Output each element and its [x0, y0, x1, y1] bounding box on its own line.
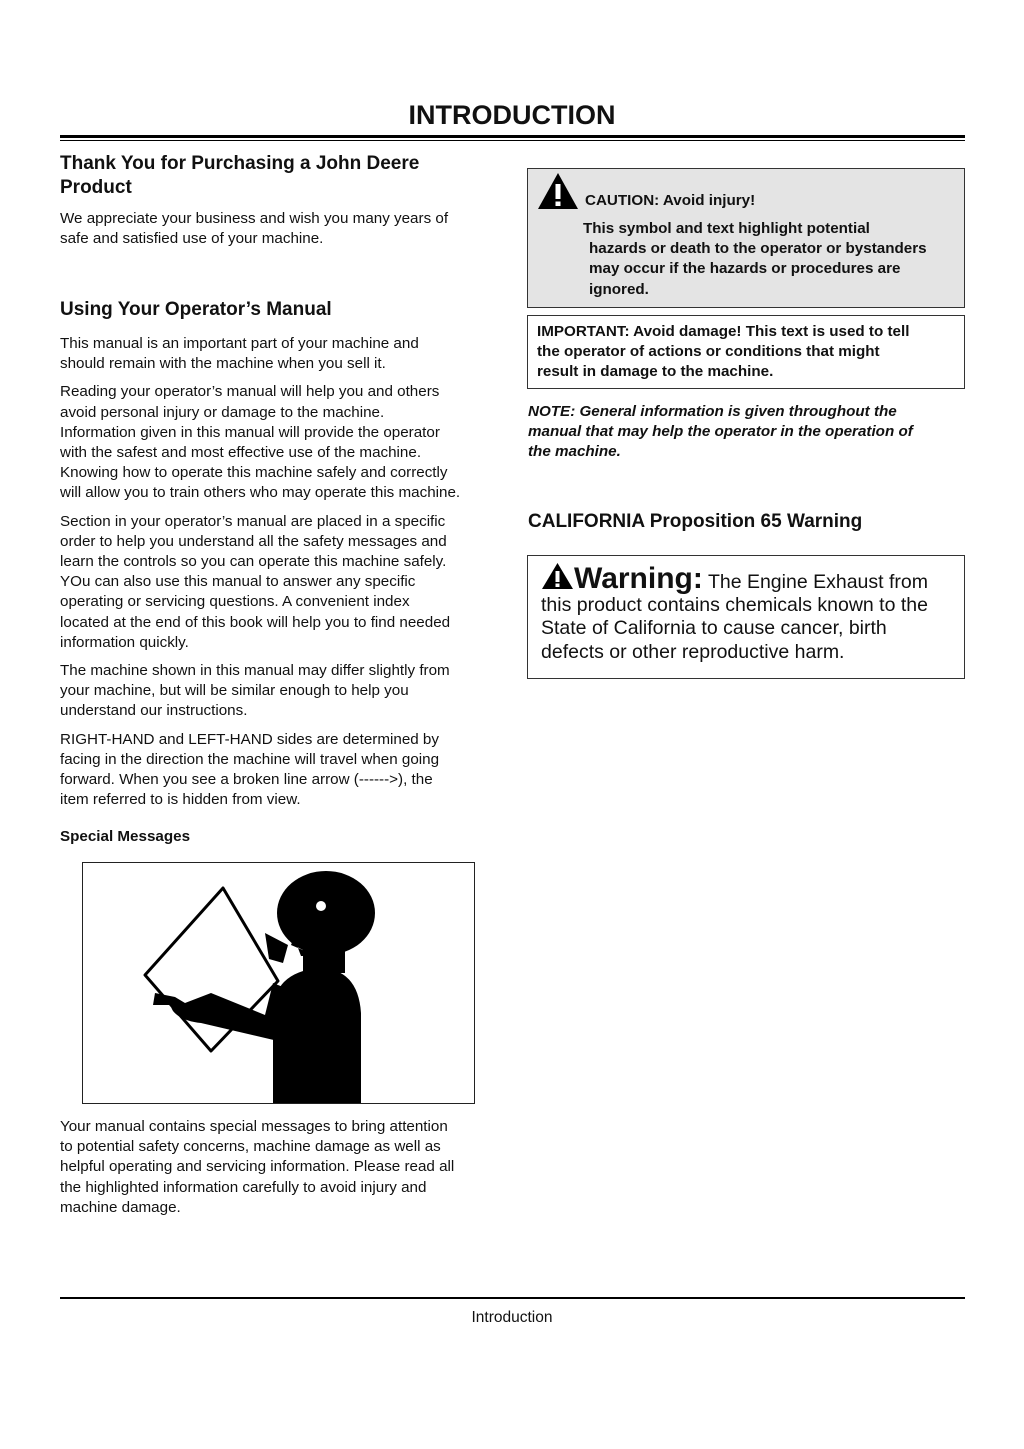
footer-rule — [60, 1297, 965, 1299]
special-messages-figure — [82, 862, 475, 1104]
text-line: machine damage. — [60, 1198, 181, 1216]
text-line: Information given in this manual will provide the operator — [60, 423, 440, 441]
important-text — [537, 322, 962, 383]
thank-you-heading: Thank You for Purchasing a John Deere — [60, 153, 420, 174]
text-line: the machine. — [528, 443, 621, 461]
caution-body — [583, 219, 963, 300]
manual-paragraph — [60, 512, 500, 653]
caution-title: CAUTION: Avoid injury! — [585, 192, 756, 209]
manual-paragraph — [60, 382, 500, 503]
text-line: result in damage to the machine. — [537, 363, 774, 381]
text-line: order to help you understand all the safety messages and — [60, 532, 447, 550]
special-messages-heading: Special Messages — [60, 828, 191, 845]
text-line: manual that may help the operator in the operation of — [528, 423, 913, 441]
text-line: IMPORTANT: Avoid damage! This text is used to tell — [537, 323, 910, 340]
text-line: Your manual contains special messages to bring attention — [60, 1118, 448, 1135]
prop65-warning-text — [541, 562, 961, 664]
figure-head — [277, 871, 375, 955]
note-text — [528, 402, 968, 463]
manual-paragraph — [60, 661, 500, 722]
figure-hand — [265, 933, 288, 963]
prop65-heading: CALIFORNIA Proposition 65 Warning — [528, 511, 863, 532]
text-line: State of California to cause cancer, birth — [541, 617, 887, 640]
text-line: defects or other reproductive harm. — [541, 640, 845, 663]
warning-triangle-icon — [537, 172, 579, 210]
text-line: This manual is an important part of your machine and — [60, 335, 419, 352]
warning-first-line — [541, 562, 961, 594]
text-line: learn the controls so you can operate this machine safely. — [60, 553, 447, 571]
caution-box — [527, 168, 965, 308]
warning-word: Warning: — [574, 562, 703, 595]
thank-you-text-line2: safe and satisfied use of your machine. — [60, 230, 324, 248]
text-line: forward. When you see a broken line arrow (------>), the — [60, 771, 433, 789]
prop65-warning-box — [527, 555, 965, 679]
text-line: operating or servicing questions. A convenient index — [60, 593, 410, 611]
text-line: Knowing how to operate this machine safely and correctly — [60, 464, 448, 482]
text-line: may occur if the hazards or procedures are — [589, 260, 901, 278]
text-line: YOu can also use this manual to answer any specific — [60, 573, 416, 591]
thank-you-text-line1: We appreciate your business and wish you many years of — [60, 210, 449, 227]
text-line: to potential safety concerns, machine damage as well as — [60, 1138, 441, 1156]
title-rule-thin — [60, 140, 965, 141]
text-line: helpful operating and servicing information. Please read all — [60, 1158, 455, 1176]
text-line: Reading your operator’s manual will help you and others — [60, 383, 440, 401]
text-line: with the safest and most effective use of the machine. — [60, 444, 422, 462]
text-line: information quickly. — [60, 633, 189, 651]
text-line: the operator of actions or conditions that might — [537, 343, 880, 361]
manual-paragraph — [60, 334, 500, 374]
warning-triangle-icon — [541, 562, 574, 590]
special-messages-body — [60, 1117, 500, 1218]
text-line: NOTE: General information is given throughout the — [528, 403, 897, 420]
text-line: this product contains chemicals known to the — [541, 594, 928, 617]
text-line: located at the end of this book will help you to find needed — [60, 613, 451, 631]
text-line: avoid personal injury or damage to the machine. — [60, 403, 385, 421]
text-line: your machine, but will be similar enough to help you — [60, 682, 409, 700]
text-line: Section in your operator’s manual are placed in a specific — [60, 512, 446, 530]
thank-you-section — [60, 152, 500, 249]
text-line: item referred to is hidden from view. — [60, 791, 301, 809]
text-line: RIGHT-HAND and LEFT-HAND sides are determined by — [60, 730, 439, 748]
footer-label: Introduction — [471, 1309, 553, 1326]
page-title: INTRODUCTION — [408, 100, 616, 130]
important-box — [527, 315, 965, 389]
manual-paragraph — [60, 730, 500, 811]
person-reading-manual-icon — [83, 863, 474, 1103]
manual-heading: Using Your Operator’s Manual — [60, 299, 332, 320]
manual-section — [60, 334, 500, 810]
text-line: facing in the direction the machine will travel when going — [60, 750, 440, 768]
figure-eye — [316, 901, 326, 911]
text-line: the highlighted information carefully to avoid injury and — [60, 1178, 427, 1196]
warning-line1-rest: The Engine Exhaust from — [702, 571, 928, 593]
text-line: understand our instructions. — [60, 702, 248, 720]
text-line: ignored. — [589, 280, 649, 298]
text-line: should remain with the machine when you sell it. — [60, 355, 386, 373]
thank-you-heading-line2: Product — [60, 177, 132, 198]
text-line: hazards or death to the operator or bystanders — [589, 240, 927, 258]
text-line: will allow you to train others who may operate this machine. — [60, 484, 461, 502]
text-line: This symbol and text highlight potential — [583, 220, 870, 237]
title-rule-thick — [60, 135, 965, 138]
text-line: The machine shown in this manual may differ slightly from — [60, 662, 450, 680]
